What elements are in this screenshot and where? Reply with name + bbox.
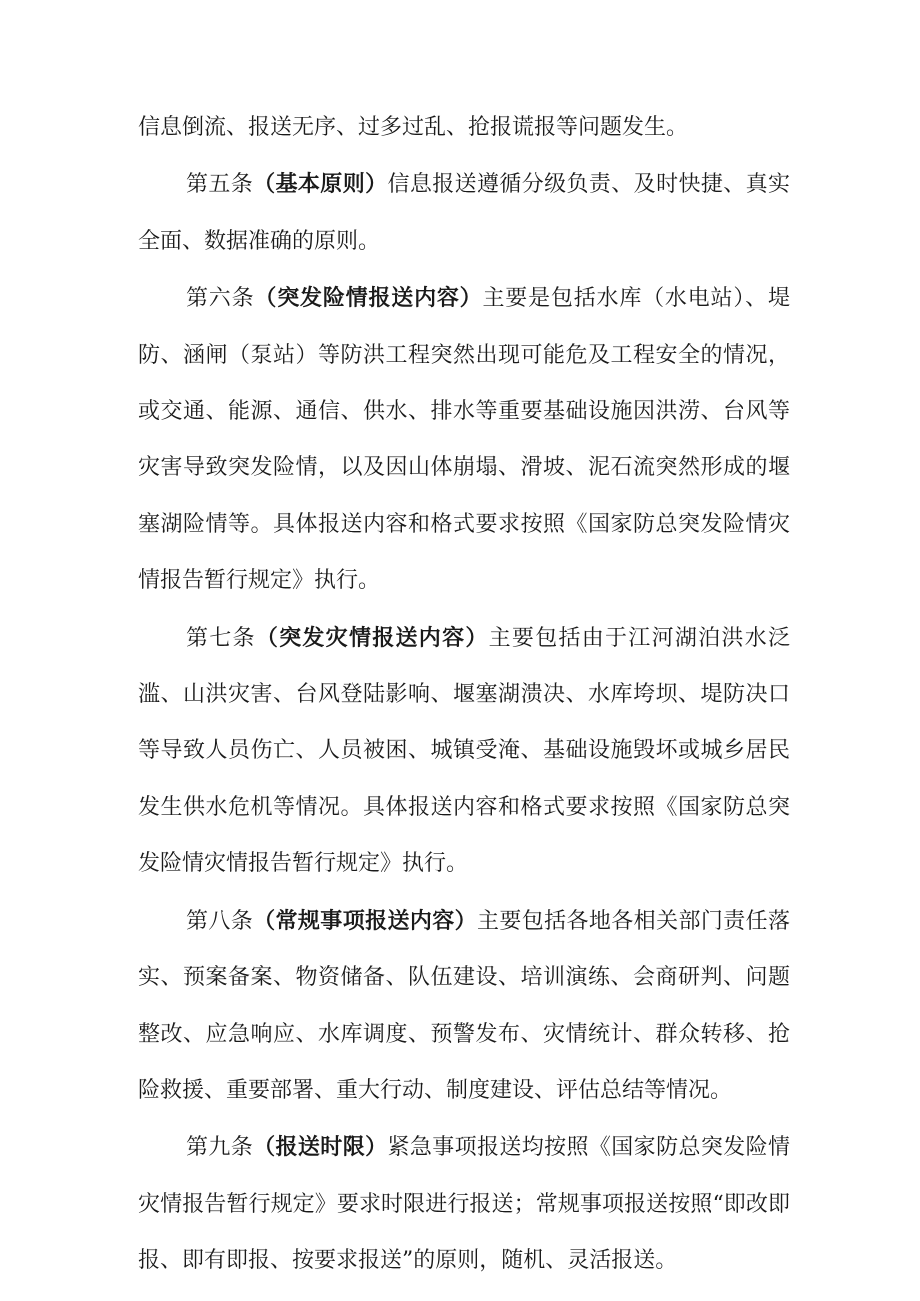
article-number: 第九条: [186, 1135, 254, 1161]
article-8: [138, 893, 790, 1120]
article-7: [138, 610, 790, 893]
article-heading: （基本原则）: [253, 171, 388, 198]
article-text: 紧急事项报送均按照《国家防总突发险情灾情报告暂行规定》要求时限进行报送；常规事项报送按照“即改即报、即有即报、按要求报送”的原则，随机、灵活报送。: [138, 1135, 790, 1274]
article-heading: （报送时限）: [253, 1134, 388, 1161]
document-body: [138, 100, 790, 1290]
article-heading: （突发灾情报送内容）: [255, 624, 489, 651]
article-heading: （突发险情报送内容）: [254, 285, 483, 312]
article-number: 第六条: [186, 286, 255, 312]
article-text: 主要是包括水库（水电站）、堤防、涵闸（泵站）等防洪工程突然出现可能危及工程安全的情况，或交通、能源、通信、供水、排水等重要基础设施因洪涝、台风等灾害导致突发险情，以及因山体崩塌、滑坡、泥石流突然形成的堰塞湖险情等。具体报送内容和格式要求按照《国家防总突发险情灾情报告暂行规定》执行。: [138, 286, 790, 594]
article-number: 第八条: [186, 908, 254, 934]
article-text: 信息报送遵循分级负责、及时快捷、真实全面、数据准确的原则。: [138, 172, 790, 254]
paragraph-continuation: [138, 100, 790, 156]
article-5: [138, 156, 790, 270]
article-9: [138, 1119, 790, 1289]
article-text: 主要包括由于江河湖泊洪水泛滥、山洪灾害、台风登陆影响、堰塞湖溃决、水库垮坝、堤防决口等导致人员伤亡、人员被困、城镇受淹、基础设施毁坏或城乡居民发生供水危机等情况。具体报送内容和格式要求按照《国家防总突发险情灾情报告暂行规定》执行。: [138, 625, 790, 877]
article-number: 第五条: [186, 172, 254, 198]
article-text: 主要包括各地各相关部门责任落实、预案备案、物资储备、队伍建设、培训演练、会商研判、问题整改、应急响应、水库调度、预警发布、灾情统计、群众转移、抢险救援、重要部署、重大行动、制度建设、评估总结等情况。: [138, 908, 790, 1103]
article-6: [138, 270, 790, 609]
article-heading: （常规事项报送内容）: [253, 907, 477, 934]
article-number: 第七条: [186, 625, 256, 651]
paragraph-text: 信息倒流、报送无序、过多过乱、抢报谎报等问题发生。: [138, 115, 689, 140]
